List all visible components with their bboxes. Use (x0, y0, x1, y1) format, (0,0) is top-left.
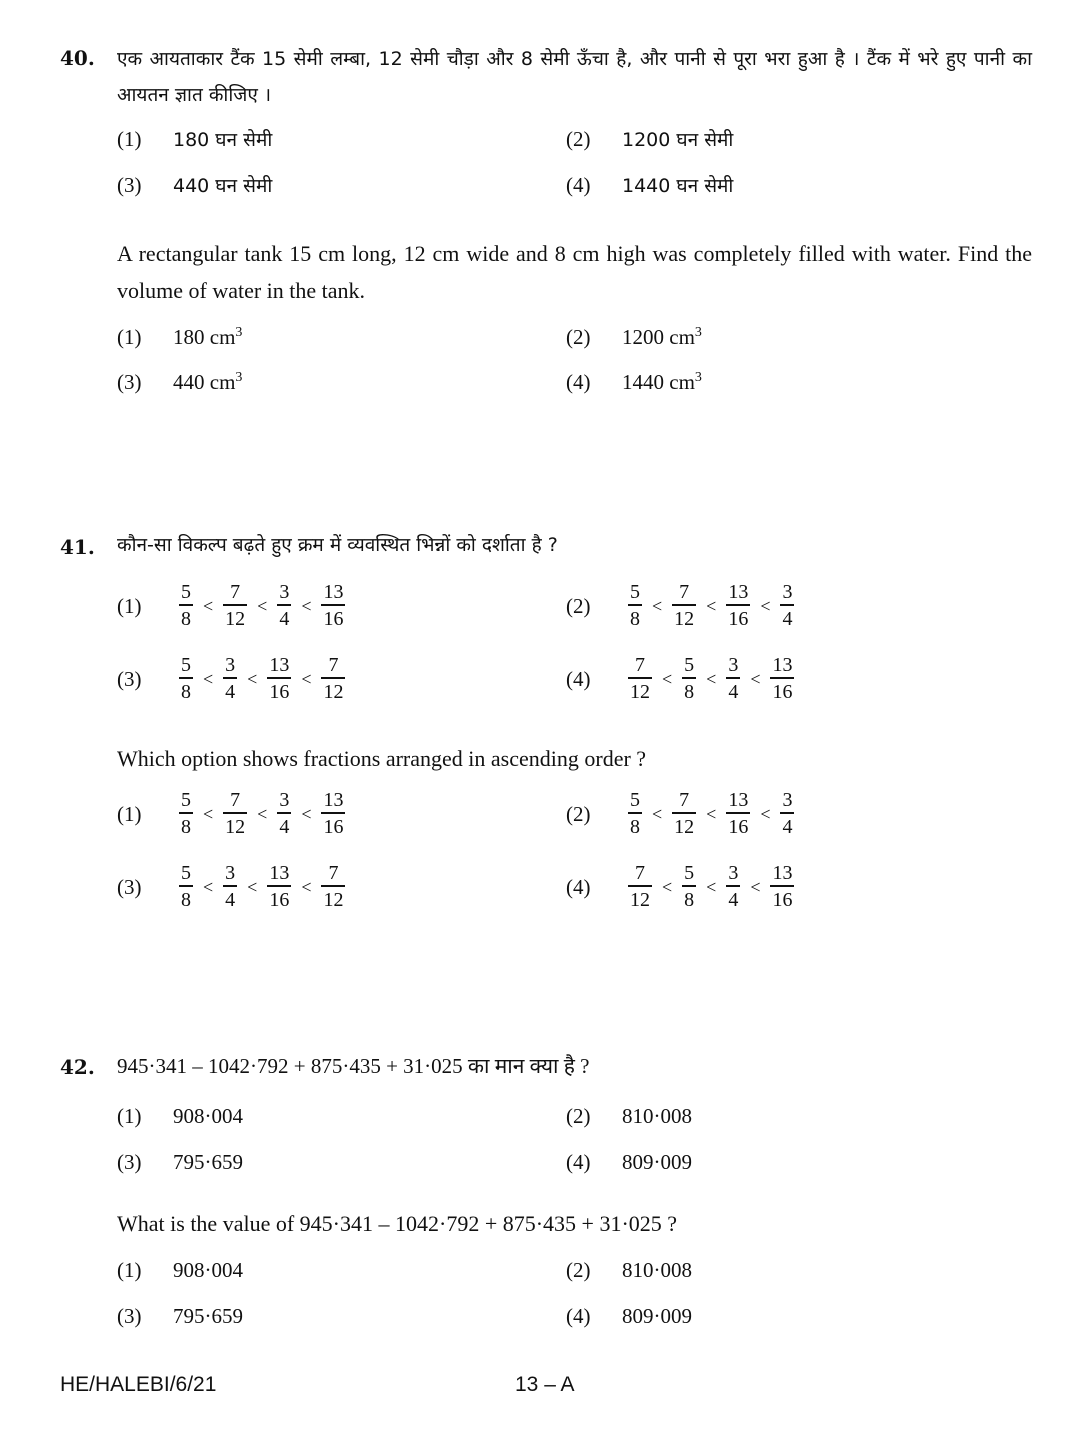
paper-code: HE/HALEBI/6/21 (60, 1373, 217, 1396)
denominator: 16 (728, 607, 749, 630)
less-than-sign: < (301, 876, 312, 897)
fraction (321, 580, 345, 632)
option (117, 859, 351, 915)
less-than-sign: < (760, 595, 771, 616)
option-number: (1) (117, 126, 142, 151)
fraction (223, 580, 247, 632)
question-stem-hindi: कौन-सा विकल्प बढ़ते हुए क्रम में व्यवस्थित भिन्नों को दर्शाता है ? (117, 534, 558, 556)
numerator: 7 (635, 862, 645, 885)
less-than-sign: < (203, 595, 214, 616)
option (117, 1096, 243, 1136)
option-number: (4) (566, 1149, 591, 1174)
option-value: 810·008 (622, 1257, 692, 1282)
numerator: 7 (328, 862, 339, 885)
fraction (780, 788, 794, 840)
option (117, 1142, 243, 1182)
option-value: 1440 घन सेमी (622, 175, 734, 197)
option-value: 1200 $cm^3$ (622, 324, 702, 349)
option-value: 180 घन सेमी (173, 129, 273, 151)
denominator: 8 (684, 888, 695, 911)
fraction (770, 861, 794, 913)
option-value: 1440 $cm^3$ (622, 369, 702, 394)
option (117, 317, 242, 357)
less-than-sign: < (301, 668, 312, 689)
denominator: 4 (225, 680, 236, 703)
question-number: 42. (60, 1055, 95, 1079)
denominator: 16 (269, 888, 290, 911)
denominator: 8 (181, 815, 191, 838)
numerator: 3 (225, 654, 236, 677)
denominator: 12 (225, 607, 246, 630)
option-number: (2) (566, 324, 591, 349)
numerator: 7 (230, 789, 241, 812)
option-number: (2) (566, 1257, 591, 1282)
option-number: (1) (117, 1103, 142, 1128)
less-than-sign: < (257, 595, 268, 616)
numerator: 3 (782, 789, 793, 812)
option-value: 809·009 (622, 1303, 692, 1328)
denominator: 12 (323, 888, 344, 911)
numerator: 5 (684, 862, 695, 885)
option (566, 119, 733, 159)
fraction (726, 861, 740, 913)
fraction-sequence (622, 580, 800, 632)
option-value: 440 घन सेमी (173, 175, 273, 197)
question-stem-hindi: 945·341 – 1042·792 + 875·435 + 31·025 का मान क्या है ? (117, 1054, 590, 1078)
fraction-sequence (173, 861, 351, 913)
denominator: 16 (728, 815, 749, 838)
option-number: (3) (117, 1303, 142, 1328)
fraction (628, 788, 642, 840)
fraction-sequence (173, 580, 351, 632)
numerator: 13 (269, 654, 290, 677)
denominator: 12 (630, 888, 650, 911)
numerator: 7 (635, 654, 645, 677)
less-than-sign: < (750, 876, 761, 897)
fraction (223, 653, 237, 705)
option (117, 651, 351, 707)
page-number: 13 – A (515, 1373, 575, 1396)
numerator: 7 (328, 654, 339, 677)
numerator: 3 (225, 862, 236, 885)
option-value: 1200 घन सेमी (622, 129, 734, 151)
option (117, 1250, 243, 1290)
numerator: 13 (323, 581, 344, 604)
less-than-sign: < (203, 876, 214, 897)
fraction (267, 861, 291, 913)
option-value: 908·004 (173, 1103, 243, 1128)
question-stem-english: A rectangular tank 15 cm long, 12 cm wide and 8 cm high was completely filled with water. Find the volume of water in the tank. (117, 241, 1032, 303)
option-number: (1) (117, 801, 142, 826)
fraction-sequence (622, 861, 800, 913)
option-value: 809·009 (622, 1149, 692, 1174)
question-stem-english: What is the value of 945·341 – 1042·792 + 875·435 + 31·025 ? (117, 1211, 678, 1236)
less-than-sign: < (662, 668, 673, 689)
option-number: (3) (117, 1149, 142, 1174)
numerator: 5 (181, 581, 191, 604)
denominator: 12 (630, 680, 650, 703)
fraction (672, 580, 696, 632)
option (117, 119, 272, 159)
denominator: 4 (225, 888, 236, 911)
denominator: 16 (323, 815, 344, 838)
less-than-sign: < (203, 668, 214, 689)
option-value: 180 $cm^3$ (173, 324, 243, 349)
denominator: 8 (684, 680, 695, 703)
option-value: 795·659 (173, 1303, 243, 1328)
numerator: 5 (684, 654, 695, 677)
denominator: 12 (323, 680, 344, 703)
fraction (179, 861, 193, 913)
denominator: 4 (728, 680, 739, 703)
fraction-sequence (622, 653, 800, 705)
option-number: (4) (566, 172, 591, 197)
numerator: 13 (323, 789, 344, 812)
denominator: 4 (279, 815, 290, 838)
numerator: 7 (230, 581, 241, 604)
denominator: 16 (772, 680, 793, 703)
fraction-sequence (173, 788, 351, 840)
fraction (726, 788, 750, 840)
option-number: (1) (117, 1257, 142, 1282)
option (566, 1296, 692, 1336)
option (566, 786, 800, 842)
less-than-sign: < (706, 876, 717, 897)
fraction (223, 788, 247, 840)
fraction (628, 861, 652, 913)
numerator: 13 (269, 862, 290, 885)
numerator: 13 (728, 789, 749, 812)
option-number: (3) (117, 874, 142, 899)
less-than-sign: < (247, 668, 258, 689)
option-number: (2) (566, 126, 591, 151)
fraction (682, 861, 696, 913)
option-number: (2) (566, 1103, 591, 1128)
less-than-sign: < (652, 803, 663, 824)
fraction (321, 788, 345, 840)
option-number: (4) (566, 369, 591, 394)
numerator: 3 (279, 581, 290, 604)
numerator: 13 (728, 581, 749, 604)
fraction (628, 653, 652, 705)
fraction-sequence (622, 788, 800, 840)
option (566, 1096, 692, 1136)
fraction (179, 580, 193, 632)
option-number: (4) (566, 874, 591, 899)
fraction (223, 861, 237, 913)
numerator: 5 (630, 789, 640, 812)
fraction (726, 580, 750, 632)
less-than-sign: < (203, 803, 214, 824)
option (566, 1250, 692, 1290)
fraction (628, 580, 642, 632)
option-value: 440 $cm^3$ (173, 369, 243, 394)
option (117, 786, 351, 842)
numerator: 5 (181, 654, 191, 677)
question-number: 41. (60, 535, 95, 559)
question-stem-english: Which option shows fractions arranged in ascending order ? (117, 746, 647, 771)
denominator: 8 (630, 607, 640, 630)
less-than-sign: < (652, 595, 663, 616)
denominator: 16 (772, 888, 793, 911)
numerator: 5 (181, 862, 191, 885)
denominator: 8 (181, 607, 191, 630)
denominator: 8 (181, 888, 191, 911)
option (117, 362, 242, 402)
option-value: 810·008 (622, 1103, 692, 1128)
less-than-sign: < (750, 668, 761, 689)
option (117, 165, 272, 205)
option (566, 578, 800, 634)
option-number: (4) (566, 1303, 591, 1328)
numerator: 3 (728, 654, 739, 677)
denominator: 4 (279, 607, 290, 630)
option-number: (3) (117, 172, 142, 197)
option (117, 578, 351, 634)
option-number: (1) (117, 593, 142, 618)
option-number: (4) (566, 666, 591, 691)
fraction (726, 653, 740, 705)
option-number: (3) (117, 369, 142, 394)
fraction (672, 788, 696, 840)
numerator: 13 (772, 862, 793, 885)
question-stem-hindi: एक आयताकार टैंक 15 सेमी लम्बा, 12 सेमी चौड़ा और 8 सेमी ऊँचा है, और पानी से पूरा भरा हुआ है । टैंक में भरे हुए पानी का आयतन ज्ञात कीजिए । (117, 48, 1032, 106)
numerator: 5 (630, 581, 640, 604)
numerator: 5 (181, 789, 191, 812)
option-value: 908·004 (173, 1257, 243, 1282)
numerator: 3 (279, 789, 290, 812)
numerator: 3 (782, 581, 793, 604)
question-number: 40. (60, 46, 95, 70)
numerator: 7 (679, 789, 690, 812)
fraction (682, 653, 696, 705)
fraction (179, 788, 193, 840)
fraction (780, 580, 794, 632)
denominator: 8 (630, 815, 640, 838)
fraction (321, 653, 345, 705)
denominator: 4 (782, 607, 793, 630)
denominator: 4 (728, 888, 739, 911)
option-number: (1) (117, 324, 142, 349)
option (566, 317, 702, 357)
less-than-sign: < (257, 803, 268, 824)
numerator: 7 (679, 581, 690, 604)
less-than-sign: < (662, 876, 673, 897)
option (566, 362, 702, 402)
denominator: 12 (674, 815, 695, 838)
fraction (770, 653, 794, 705)
option (566, 651, 800, 707)
less-than-sign: < (706, 803, 717, 824)
denominator: 16 (323, 607, 344, 630)
fraction (267, 653, 291, 705)
fraction (277, 580, 291, 632)
less-than-sign: < (247, 876, 258, 897)
fraction (179, 653, 193, 705)
option (566, 859, 800, 915)
numerator: 3 (728, 862, 739, 885)
less-than-sign: < (706, 595, 717, 616)
option-value: 795·659 (173, 1149, 243, 1174)
denominator: 16 (269, 680, 290, 703)
numerator: 13 (772, 654, 793, 677)
fraction-sequence (173, 653, 351, 705)
denominator: 12 (225, 815, 246, 838)
fraction (277, 788, 291, 840)
denominator: 8 (181, 680, 191, 703)
less-than-sign: < (301, 803, 312, 824)
less-than-sign: < (706, 668, 717, 689)
less-than-sign: < (301, 595, 312, 616)
option-number: (2) (566, 801, 591, 826)
option-number: (3) (117, 666, 142, 691)
denominator: 12 (674, 607, 695, 630)
denominator: 4 (782, 815, 793, 838)
option (566, 1142, 692, 1182)
option-number: (2) (566, 593, 591, 618)
less-than-sign: < (760, 803, 771, 824)
option (117, 1296, 243, 1336)
fraction (321, 861, 345, 913)
option (566, 165, 733, 205)
